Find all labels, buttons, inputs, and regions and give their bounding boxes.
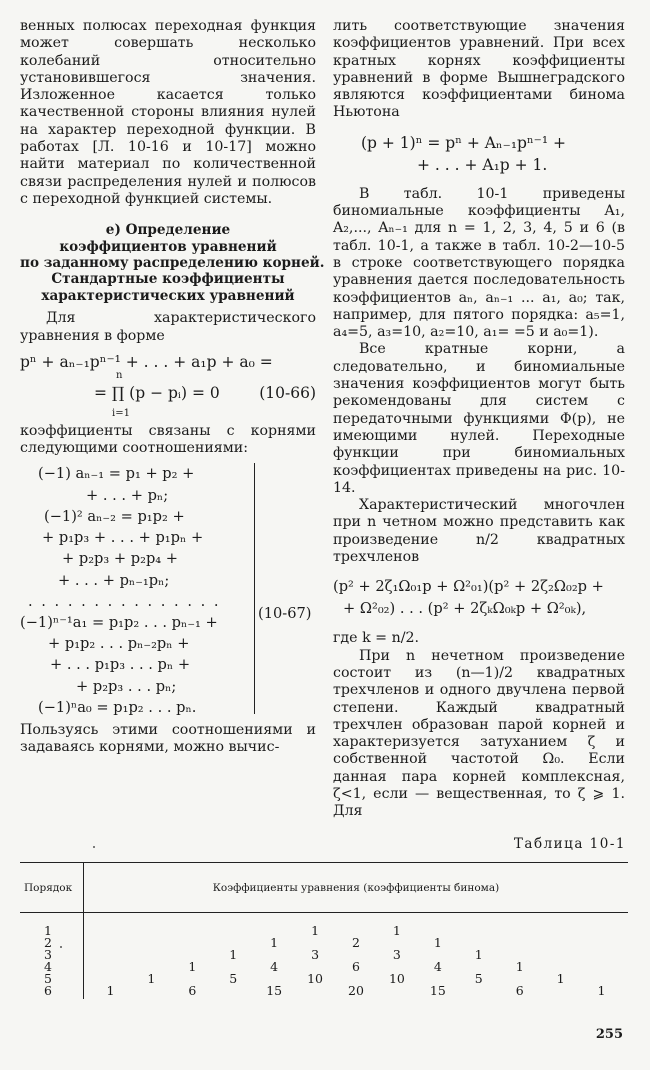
coefficient-cell: 20 (348, 983, 364, 999)
coefficient-cell (138, 937, 164, 949)
coefficient-cells (84, 913, 629, 999)
coefficient-column (589, 925, 615, 998)
order-cell: 2 (44, 935, 52, 951)
system-line: + . . . + pₙ₋₁pₙ; (58, 571, 170, 589)
right-paragraph-4: Характеристический многочлен при n четном можно представить как произведение n/2 квадратных трехчленов (333, 497, 625, 566)
coefficient-cell: 1 (515, 959, 524, 975)
coefficient-cell: 3 (392, 947, 401, 963)
order-cell: 1 (44, 923, 52, 938)
coefficient-cell: 10 (307, 971, 324, 987)
section-heading (20, 222, 325, 304)
system-line: (−1)ⁿ⁻¹a₁ = p₁p₂ . . . pₙ₋₁ + (20, 613, 218, 631)
table-header-order: Порядок (20, 863, 84, 913)
scan-speck (93, 846, 95, 848)
coefficient-cell: 6 (352, 959, 360, 975)
coefficient-column (548, 925, 574, 998)
equation-line: pⁿ + aₙ₋₁pⁿ⁻¹ + . . . + a₁p + a₀ = (20, 352, 273, 371)
system-lines (20, 463, 242, 717)
left-paragraph-1: венных полюсах переходная функция может совершать несколько колебаний относительно установившегося значения. Изложенное касается только качественной стороны влияния нулей на характер переходной функции. В работах [Л. 10-16 и 10-17] можно найти материал по количественной связи распределения нулей и полюсов с переходной функцией системы. (20, 18, 316, 207)
coefficient-cell (384, 985, 410, 997)
product-upper-limit: n (116, 369, 123, 381)
system-line: (−1)ⁿa₀ = p₁p₂ . . . pₙ. (38, 698, 197, 716)
coefficient-cell: 4 (433, 959, 442, 975)
coefficient-cell (589, 961, 615, 973)
table-caption: Таблица 10-1 (513, 836, 626, 852)
order-column (20, 913, 84, 999)
coefficient-cell: 15 (266, 983, 283, 999)
coefficient-column (138, 925, 164, 998)
coefficient-cell: 1 (106, 983, 115, 999)
right-column (333, 18, 625, 821)
coefficient-cell (589, 937, 615, 949)
table-row (20, 913, 628, 999)
coefficient-cell: 10 (388, 971, 405, 987)
order-cell: 4 (44, 959, 52, 975)
system-brace (246, 463, 255, 713)
coefficient-table (20, 862, 628, 999)
coefficient-cell (302, 985, 328, 997)
order-cell: 6 (44, 983, 52, 999)
coefficient-cell (548, 985, 574, 997)
equation-10-66 (20, 351, 316, 417)
order-cell: 5 (44, 971, 52, 987)
left-paragraph-2: Для характеристического уравнения в форме (20, 310, 316, 344)
coefficient-column (384, 925, 410, 998)
order-stack (44, 925, 82, 998)
coefficient-cell (548, 925, 574, 937)
coefficient-cell: 5 (474, 971, 483, 987)
coefficient-cell (507, 925, 533, 937)
system-line: + . . . + pₙ; (86, 486, 169, 504)
equation-product (333, 576, 625, 620)
right-paragraph-3: Все кратные корни, а следовательно, и биномиальные значения коэффициентов могут быть рекомендованы для систем с передаточными функциями Φ(p), не имеющими нулей. Переходные функции при биномиальных коэффициентах приведены на рис. 10-14. (333, 341, 625, 496)
section-heading-line: е) Определение (105, 222, 231, 239)
coefficient-cell (138, 949, 164, 961)
system-line: + . . . p₁p₃ . . . pₙ + (50, 656, 191, 674)
system-line: + p₂p₃ + p₂p₄ + (62, 550, 179, 568)
equation-line: (p + 1)ⁿ = pⁿ + Aₙ₋₁pⁿ⁻¹ + (361, 133, 566, 152)
coefficient-grid (84, 913, 628, 998)
coefficient-column (261, 925, 287, 998)
coefficient-cell (548, 949, 574, 961)
equation-number: (10-66) (259, 383, 316, 402)
coefficient-cell: 4 (270, 959, 279, 975)
right-paragraph-2: В табл. 10-1 приведены биномиальные коэффициенты A₁, A₂,..., Aₙ₋₁ для n = 1, 2, 3, 4, 5 и 6 (в табл. 10-1, а также в табл. 10-2—10-5 в строке соответствующего порядка уравнения дается последовательность коэффициентов aₙ, aₙ₋₁ ... a₁, a₀; так, например, для пятого порядка: a₅=1, a₄=5, a₃=10, a₂=10, a₁= =5 и a₀=1). (333, 185, 625, 341)
coefficient-cell: 1 (270, 935, 279, 951)
equation-system-10-67 (20, 463, 316, 717)
coefficient-cell (589, 949, 615, 961)
coefficient-cell (548, 937, 574, 949)
system-line: (−1)² aₙ₋₂ = p₁p₂ + (44, 507, 185, 525)
coefficient-column (466, 925, 492, 998)
coefficient-cell: 1 (147, 971, 156, 987)
equation-line: + . . . + A₁p + 1. (417, 155, 548, 174)
right-paragraph-1: лить соответствующие значения коэффициентов уравнений. При всех кратных корнях коэффициенты уравнений в форме Вышнеградского являются коэффициентами бинома Ньютона (333, 18, 625, 121)
equation-number: (10-67) (258, 605, 312, 623)
system-line: + p₁p₃ + . . . + p₁pₙ + (42, 529, 204, 547)
section-heading-line: характеристических уравнений (41, 287, 295, 304)
equation-line-2 (20, 369, 316, 419)
coefficient-column (302, 925, 328, 998)
table-header-coefficients: Коэффициенты уравнения (коэффициенты бинома) (84, 863, 629, 913)
coefficient-cell (220, 985, 246, 997)
coefficient-column (343, 925, 369, 998)
section-heading-line: Стандартные коэффициенты (51, 271, 285, 288)
coefficient-cell: 1 (597, 983, 606, 999)
coefficient-cell (220, 925, 246, 937)
equation-line: (p² + 2ζ₁Ω₀₁p + Ω²₀₁)(p² + 2ζ₂Ω₀₂p + (333, 578, 604, 596)
page-number: 255 (595, 1027, 623, 1042)
product-lower-limit: i=1 (112, 407, 130, 419)
coefficient-cell: 1 (188, 959, 197, 975)
left-paragraph-3: коэффициенты связаны с корнями следующими соотношениями: (20, 422, 316, 457)
coefficient-cell: 6 (188, 983, 197, 999)
coefficient-cell: 1 (474, 947, 483, 963)
coefficient-cell (138, 985, 164, 997)
coefficient-cell (138, 925, 164, 937)
coefficient-cell (97, 961, 123, 973)
system-line: + p₂p₃ . . . pₙ; (76, 677, 177, 695)
scan-speck (60, 946, 62, 948)
coefficient-column (97, 925, 123, 998)
coefficient-cell: 1 (433, 935, 442, 951)
coefficient-cell: 3 (311, 947, 320, 963)
coefficient-cell: 1 (311, 923, 320, 938)
coefficient-column (425, 925, 451, 998)
equation-line: + Ω²₀₂) . . . (p² + 2ζₖΩ₀ₖp + Ω²₀ₖ), (343, 600, 587, 618)
system-line: (−1) aₙ₋₁ = p₁ + p₂ + (38, 465, 195, 483)
coefficient-cell (97, 937, 123, 949)
coefficient-cell (97, 949, 123, 961)
coefficient-column (179, 925, 205, 998)
system-line: . . . . . . . . . . . . . . . (28, 592, 221, 610)
left-column (20, 18, 325, 757)
coefficient-cell: 5 (229, 971, 238, 987)
coefficient-cell (466, 925, 492, 937)
coefficient-cell (97, 925, 123, 937)
section-heading-line: коэффициентов уравнений (59, 238, 277, 255)
coefficient-cell (179, 937, 205, 949)
coefficient-cell: 1 (556, 971, 565, 987)
coefficient-cell: 15 (429, 983, 446, 999)
section-heading-line: по заданному распределению корней. (20, 255, 325, 272)
coefficient-column (220, 925, 246, 998)
left-paragraph-4: Пользуясь этими соотношениями и задаваясь корнями, можно вычис- (20, 721, 316, 756)
equation-line: = ∏ (p − pᵢ) = 0 (94, 383, 220, 402)
coefficient-cell (179, 925, 205, 937)
equation-binomial (333, 132, 625, 176)
coefficient-cell: 6 (515, 983, 524, 999)
coefficient-cell: 1 (229, 947, 238, 963)
coefficient-cell: 2 (352, 935, 360, 951)
system-line: + p₁p₂ . . . pₙ₋₂pₙ + (48, 635, 190, 653)
coefficient-cell (589, 925, 615, 937)
coefficient-column (507, 925, 533, 998)
right-paragraph-5: где k = n/2. (333, 630, 420, 647)
coefficient-cell (507, 937, 533, 949)
right-paragraph-6: При n нечетном произведение состоит из (n—1)/2 квадратных трехчленов и одного двучлена первой степени. Каждый квадратный трехчлен образован парой корней и характеризуется затуханием ζ и собственной частотой Ω₀. Если данная пара корней комплексная, ζ<1, если — вещественная, то ζ ⩾ 1. Для (333, 647, 625, 820)
coefficient-cell (466, 985, 492, 997)
coefficient-cell: 1 (392, 923, 401, 938)
order-cell: 3 (44, 947, 52, 963)
